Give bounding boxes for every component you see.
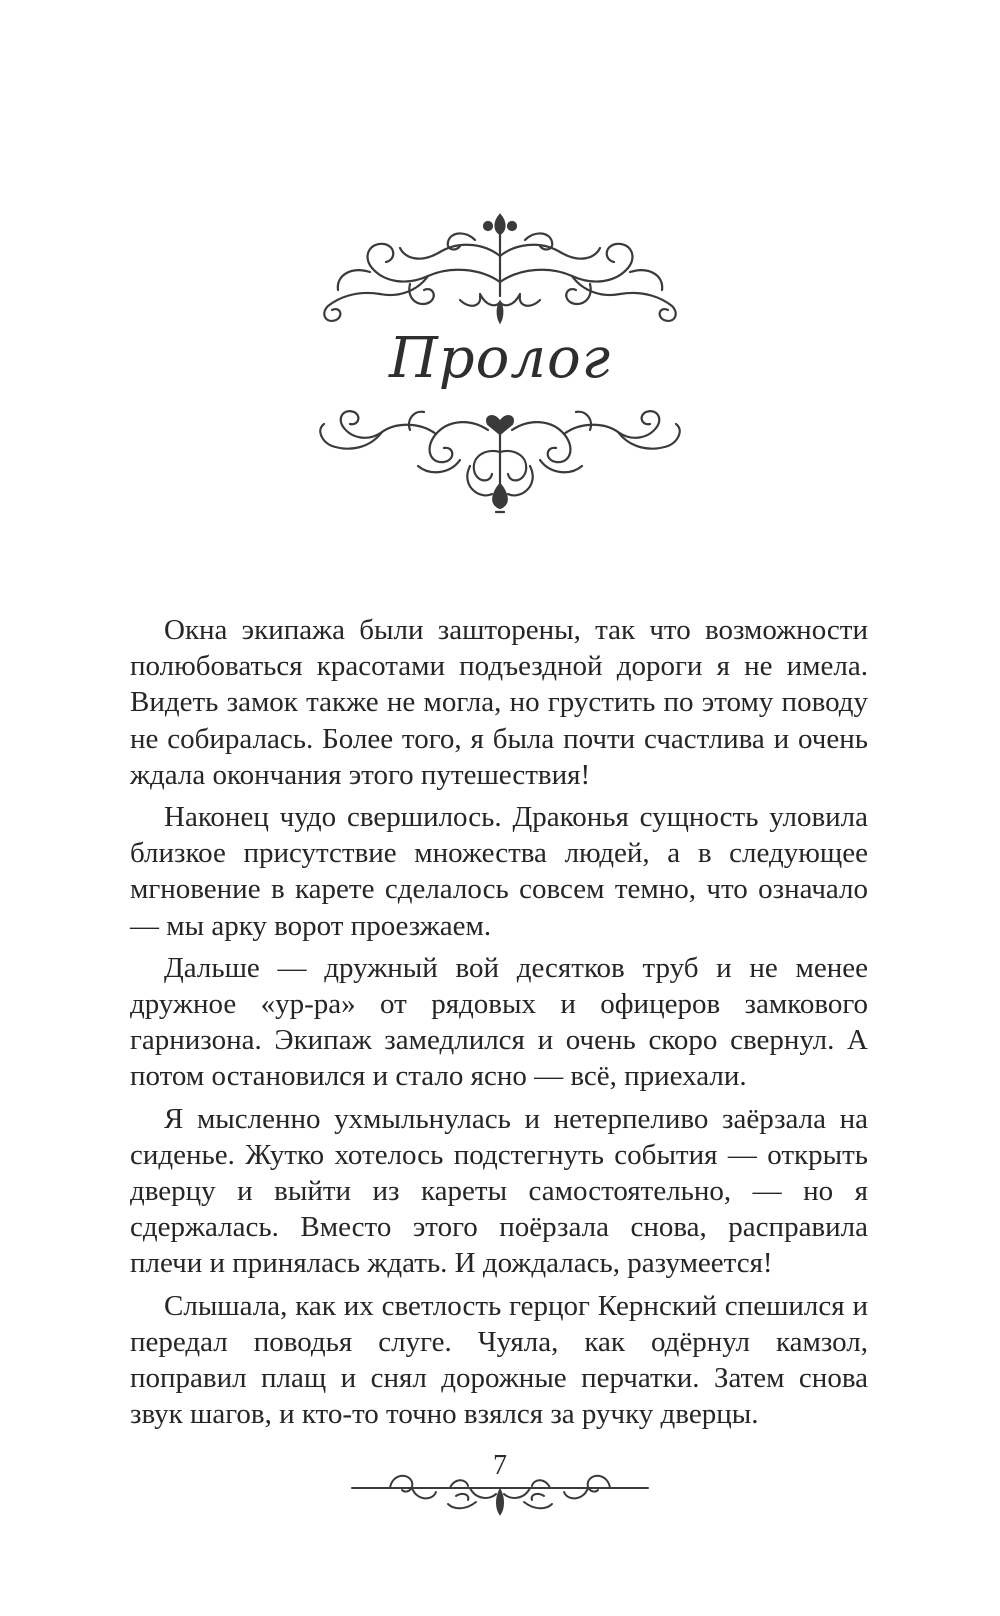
page-number: 7 (493, 1450, 507, 1481)
paragraph-2: Наконец чудо свершилось. Драконья сущность уловила близкое присутствие множества людей, а в следующее мгновение в карете сделалось совсем темно, что означало — мы арку ворот проезжаем. (130, 801, 868, 942)
footer-flourish-icon (350, 1456, 650, 1520)
footer-flourish-ornament (0, 1456, 1000, 1520)
flourish-bottom-icon (310, 400, 690, 518)
paragraph-4: Я мысленно ухмыльнулась и нетерпеливо заёрзала на сиденье. Жутко хотелось подстегнуть события — открыть дверцу и выйти из кареты самостоятельно, — но я сдержалась. Вместо этого поёрзала снова, расправила плечи и принялась ждать. И дождалась, разумеется! (130, 1102, 868, 1280)
chapter-body (130, 612, 868, 1432)
paragraph-5: Слышала, как их светлость герцог Кернский спешился и передал поводья слуге. Чуяла, как одёрнул камзол, поправил плащ и снял дорожные перчатки. Затем снова звук шагов, и кто-то точно взялся за ручку дверцы. (130, 1289, 868, 1431)
title-flourish-ornament (0, 400, 1000, 518)
flourish-top-icon (310, 210, 690, 330)
paragraph-1: Окна экипажа были зашторены, так что возможности полюбоваться красотами подъездной дороги я не имела. Видеть замок также не могла, но грустить по этому поводу не собиралась. Более того, я была почти счастлива и очень ждала окончания этого путешествия! (130, 614, 868, 791)
paragraph-3: Дальше — дружный вой десятков труб и не менее дружное «ур-ра» от рядовых и офицеров замкового гарнизона. Экипаж замедлился и очень скоро свернул. А потом остановился и стало ясно — всё, приехали. (130, 951, 868, 1093)
top-flourish-ornament (0, 210, 1000, 330)
chapter-title: Пролог (388, 326, 612, 391)
